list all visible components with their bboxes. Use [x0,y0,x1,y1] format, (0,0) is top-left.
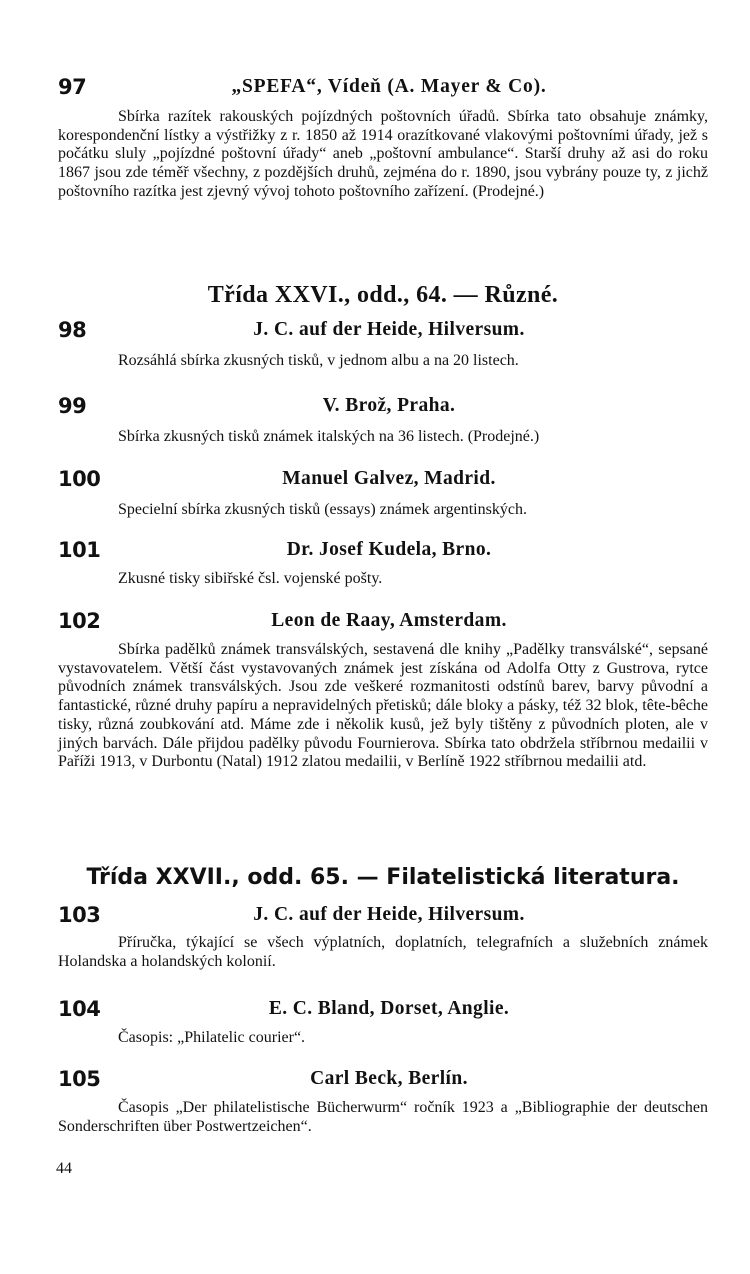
entry-number: 102 [58,609,101,633]
exhibitor-name: „SPEFA“, Vídeň (A. Mayer & Co). [231,76,547,97]
entry-description: Rozsáhlá sbírka zkusných tisků, v jednom albu a na 20 listech. [118,352,519,369]
exhibitor-name: E. C. Bland, Dorset, Anglie. [268,998,510,1019]
catalog-entry-98 [58,318,708,371]
entry-description: Sbírka padělků známek transválských, sestavená dle knihy „Padělky transválské“, sepsané vystavovatelem. Větší část vystavovaných známek jest získána od Adolfa Otty z Gustrova, rytce původních známek transválských. Jsou zde veškeré rozmanitosti odstínů barev, barvy původní a fantastické, různé druhy papíru a nepravidelných přetisků; dále bloky a pásky, též 32 blok, tête-bêche tisky, různá zoubkování atd. Máme zde i několik kusů, jež byly tištěny z původních ploten, ale v jiných barvách. Dále přijdou padělky původu Fournierova. Sbírka tato obdržela stříbrnou medailii v Paříži 1913, v Durbontu (Natal) 1912 zlatou medailii, v Berlíně 1922 stříbrnou medailii atd. [58,641,708,771]
catalog-entry-97 [58,75,708,202]
entry-description: Sbírka zkusných tisků známek italských na 36 listech. (Prodejné.) [118,428,540,445]
entry-description: Časopis „Der philatelistische Bücherwurm“ ročník 1923 a „Bibliographie der deutschen Sonderschriften über Postwertzeichen“. [58,1099,708,1135]
entry-description: Časopis: „Philatelic courier“. [118,1029,306,1046]
entry-number: 99 [58,394,87,418]
entry-number: 101 [58,538,101,562]
class-heading-xxvii: Třída XXVII., odd. 65. — Filatelistická literatura. [86,865,680,890]
catalog-entry-99 [58,394,708,447]
entry-number: 100 [58,467,101,491]
catalog-entry-103 [58,903,708,971]
entry-number: 105 [58,1067,101,1091]
catalog-entry-100 [58,467,708,520]
exhibitor-name: Carl Beck, Berlín. [310,1068,468,1089]
catalog-entry-101 [58,538,708,589]
exhibitor-name: J. C. auf der Heide, Hilversum. [253,319,525,340]
exhibitor-name: Dr. Josef Kudela, Brno. [286,539,492,560]
class-heading-xxvi: Třída XXVI., odd., 64. — Různé. [207,282,559,308]
entry-number: 97 [58,75,87,99]
entry-number: 103 [58,903,101,927]
entry-description: Příručka, týkající se všech výplatních, doplatních, telegrafních a služebních známek Holandska a holandských kolonií. [58,934,708,970]
entry-number: 104 [58,997,101,1021]
entry-description: Specielní sbírka zkusných tisků (essays) známek argentinských. [118,501,527,518]
catalog-entry-102 [58,609,708,772]
exhibitor-name: Leon de Raay, Amsterdam. [271,610,507,631]
entry-description: Zkusné tisky sibiřské čsl. vojenské pošty. [118,570,383,587]
page-number: 44 [56,1160,72,1177]
entry-number: 98 [58,318,87,342]
entry-description: Sbírka razítek rakouských pojízdných poštovních úřadů. Sbírka tato obsahuje známky, korespondenční lístky a výstřižky z r. 1850 až 1914 orazítkované vlakovými poštovními úřady, jež s počátku sluly „pojízdné poštovní úřady“ aneb „poštovní ambulance“. Starší druhy až asi do roku 1867 jsou zde téměř všechny, z pozdějších druhů, zejména do r. 1890, jsou vybrány pouze ty, z jichž poštovního razítka jest zjevný vývoj tohoto poštovního zařízení. (Prodejné.) [58,108,708,200]
catalog-entry-105 [58,1067,708,1136]
exhibitor-name: J. C. auf der Heide, Hilversum. [253,904,525,925]
catalog-entry-104 [58,997,708,1048]
exhibitor-name: V. Brož, Praha. [322,395,456,416]
exhibitor-name: Manuel Galvez, Madrid. [282,468,496,489]
